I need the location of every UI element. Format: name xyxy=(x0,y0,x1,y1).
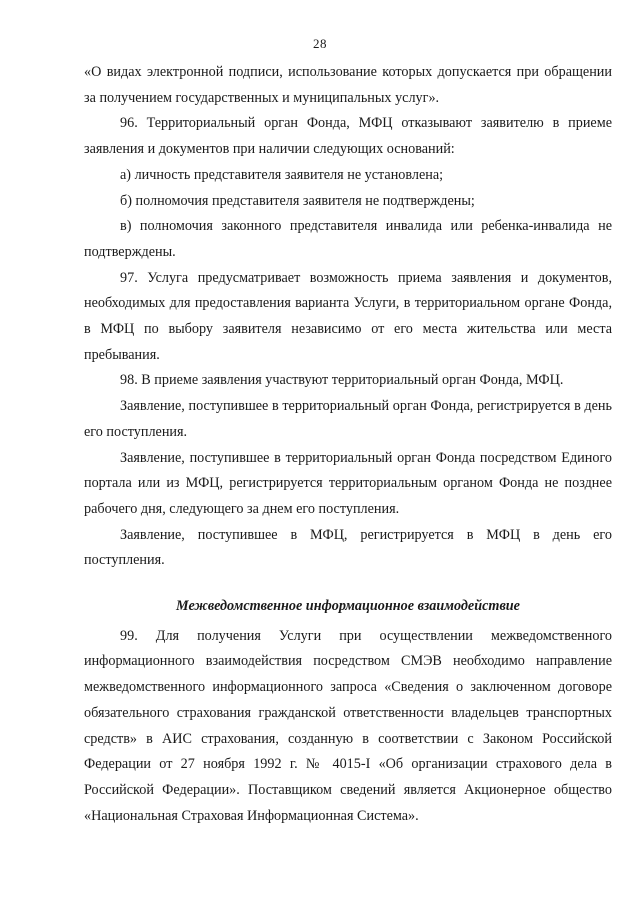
paragraph-registration-fund: Заявление, поступившее в территориальный орган Фонда, регистрируется в день его поступления. xyxy=(84,398,612,440)
paragraph-96: 96. Территориальный орган Фонда, МФЦ отказывают заявителю в приеме заявления и документов при наличии следующих оснований: xyxy=(84,115,612,158)
paragraph-registration-mfc: Заявление, поступившее в МФЦ, регистрируется в МФЦ в день его поступления. xyxy=(84,526,612,569)
paragraph-99: 99. Для получения Услуги при осуществлении межведомственного информационного взаимодействия посредством СМЭВ необходимо направление межведомственного информационного запроса «Сведения о заключенном договоре обязательного страхования гражданской ответственности владельцев транспортных средств» в АИС страхования, созданную в соответствии с Законом Российской Федерации от 27 ноября 1992 г. № 4015-I «Об организации страхового дела в Российской Федерации». Поставщиком сведений является Акционерное общество «Национальная Страховая Информационная Система». xyxy=(84,627,612,824)
page-number: 28 xyxy=(313,36,327,51)
paragraph-98: 98. В приеме заявления участвуют территориальный орган Фонда, МФЦ. xyxy=(120,372,564,389)
document-body xyxy=(84,60,612,829)
list-item-b: б) полномочия представителя заявителя не подтверждены; xyxy=(120,192,475,209)
paragraph-97: 97. Услуга предусматривает возможность приема заявления и документов, необходимых для предоставления варианта Услуги, в территориальном органе Фонда, в МФЦ по выбору заявителя независимо от его места жительства или места пребывания. xyxy=(84,269,612,363)
paragraph-registration-portal: Заявление, поступившее в территориальный орган Фонда посредством Единого портала или из МФЦ, регистрируется территориальным органом Фонда не позднее рабочего дня, следующего за днем его поступления. xyxy=(84,449,612,517)
list-item-a: а) личность представителя заявителя не установлена; xyxy=(120,166,444,183)
list-item-c: в) полномочия законного представителя инвалида или ребенка-инвалида не подтверждены. xyxy=(84,218,612,260)
section-heading: Межведомственное информационное взаимодействие xyxy=(176,598,520,615)
paragraph-continuation: «О видах электронной подписи, использование которых допускается при обращении за получением государственных и муниципальных услуг». xyxy=(84,64,612,106)
